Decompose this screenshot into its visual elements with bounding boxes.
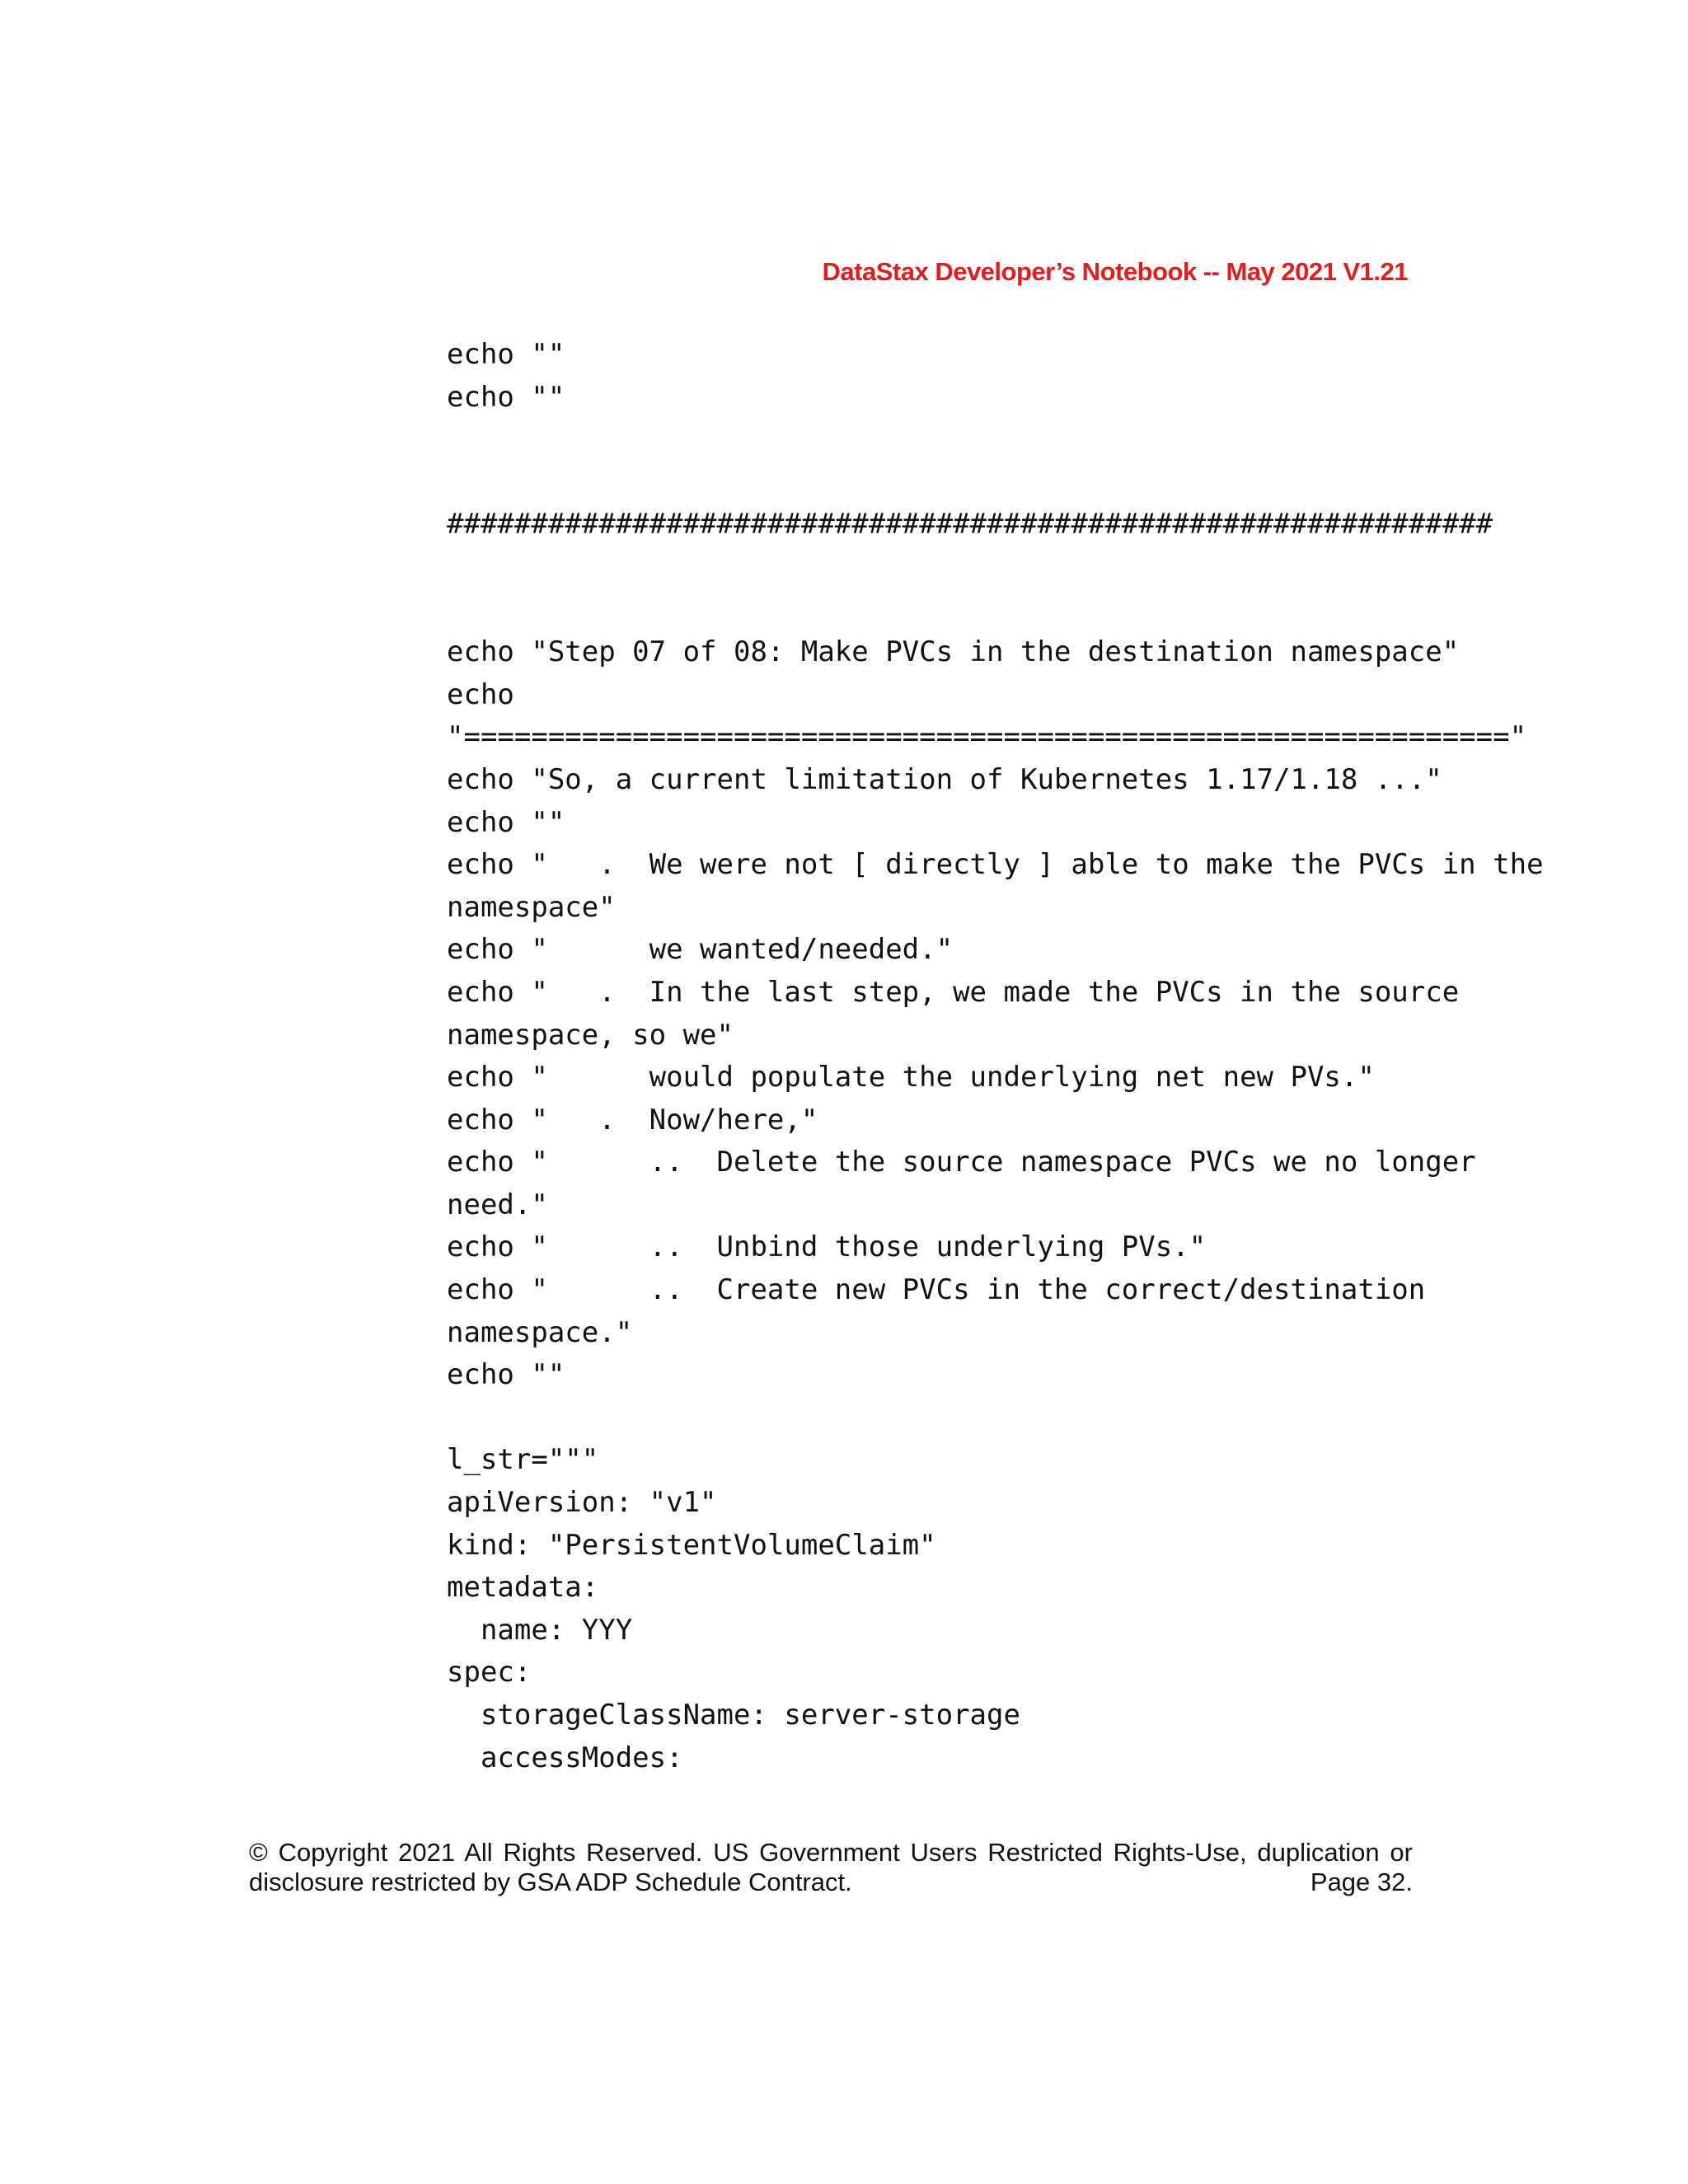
code-line xyxy=(447,462,1419,504)
code-line: ############################################################## xyxy=(447,508,1493,541)
running-header: DataStax Developer’s Notebook -- May 2021 V1.21 xyxy=(822,257,1408,286)
code-line: namespace." xyxy=(447,1315,633,1349)
code-line: namespace" xyxy=(447,890,616,924)
code-block xyxy=(447,334,1544,1779)
footer-second-line xyxy=(249,1868,1413,1897)
code-line: echo "Step 07 of 08: Make PVCs in the destination namespace" xyxy=(447,635,1460,669)
code-line xyxy=(447,546,1419,589)
code-line: spec: xyxy=(447,1656,532,1690)
code-line: echo " . We were not [ directly ] able to make the PVCs in the xyxy=(447,848,1544,882)
code-line: apiVersion: "v1" xyxy=(447,1486,717,1520)
code-line xyxy=(447,419,1419,462)
code-line: echo "" xyxy=(447,1358,565,1392)
copyright-line: © Copyright 2021 All Rights Reserved. US Government Users Restricted Rights-Use, duplication or xyxy=(249,1838,1413,1867)
code-line: echo "" xyxy=(447,338,565,371)
code-line: echo " . In the last step, we made the PVCs in the source xyxy=(447,975,1460,1009)
code-line: echo xyxy=(447,677,514,711)
code-line: metadata: xyxy=(447,1571,599,1605)
code-line: echo " . Now/here," xyxy=(447,1103,818,1137)
code-line xyxy=(447,589,1419,632)
code-line: echo " would populate the underlying net new PVs." xyxy=(447,1061,1375,1094)
code-line: echo " .. Create new PVCs in the correct/destination xyxy=(447,1273,1426,1307)
code-line: echo "" xyxy=(447,805,565,839)
code-line: accessModes: xyxy=(447,1741,683,1774)
code-line: namespace, so we" xyxy=(447,1018,734,1052)
code-line: echo "So, a current limitation of Kubernetes 1.17/1.18 ..." xyxy=(447,762,1442,796)
code-line: echo " .. Unbind those underlying PVs." xyxy=(447,1230,1207,1264)
code-line: name: YYY xyxy=(447,1613,633,1647)
code-line: l_str=""" xyxy=(447,1443,599,1477)
code-line: echo " .. Delete the source namespace PVCs we no longer xyxy=(447,1146,1476,1179)
code-line: need." xyxy=(447,1188,548,1221)
code-line: kind: "PersistentVolumeClaim" xyxy=(447,1528,936,1562)
copyright-footer xyxy=(249,1838,1413,1897)
page-number: Page 32. xyxy=(1310,1868,1413,1896)
contract-notice: disclosure restricted by GSA ADP Schedule Contract. xyxy=(249,1868,852,1896)
code-line: echo " we wanted/needed." xyxy=(447,933,954,967)
code-line xyxy=(447,1397,1419,1440)
code-line: echo "" xyxy=(447,380,565,414)
code-line: "==============================================================" xyxy=(447,720,1527,754)
code-line: storageClassName: server-storage xyxy=(447,1699,1020,1732)
